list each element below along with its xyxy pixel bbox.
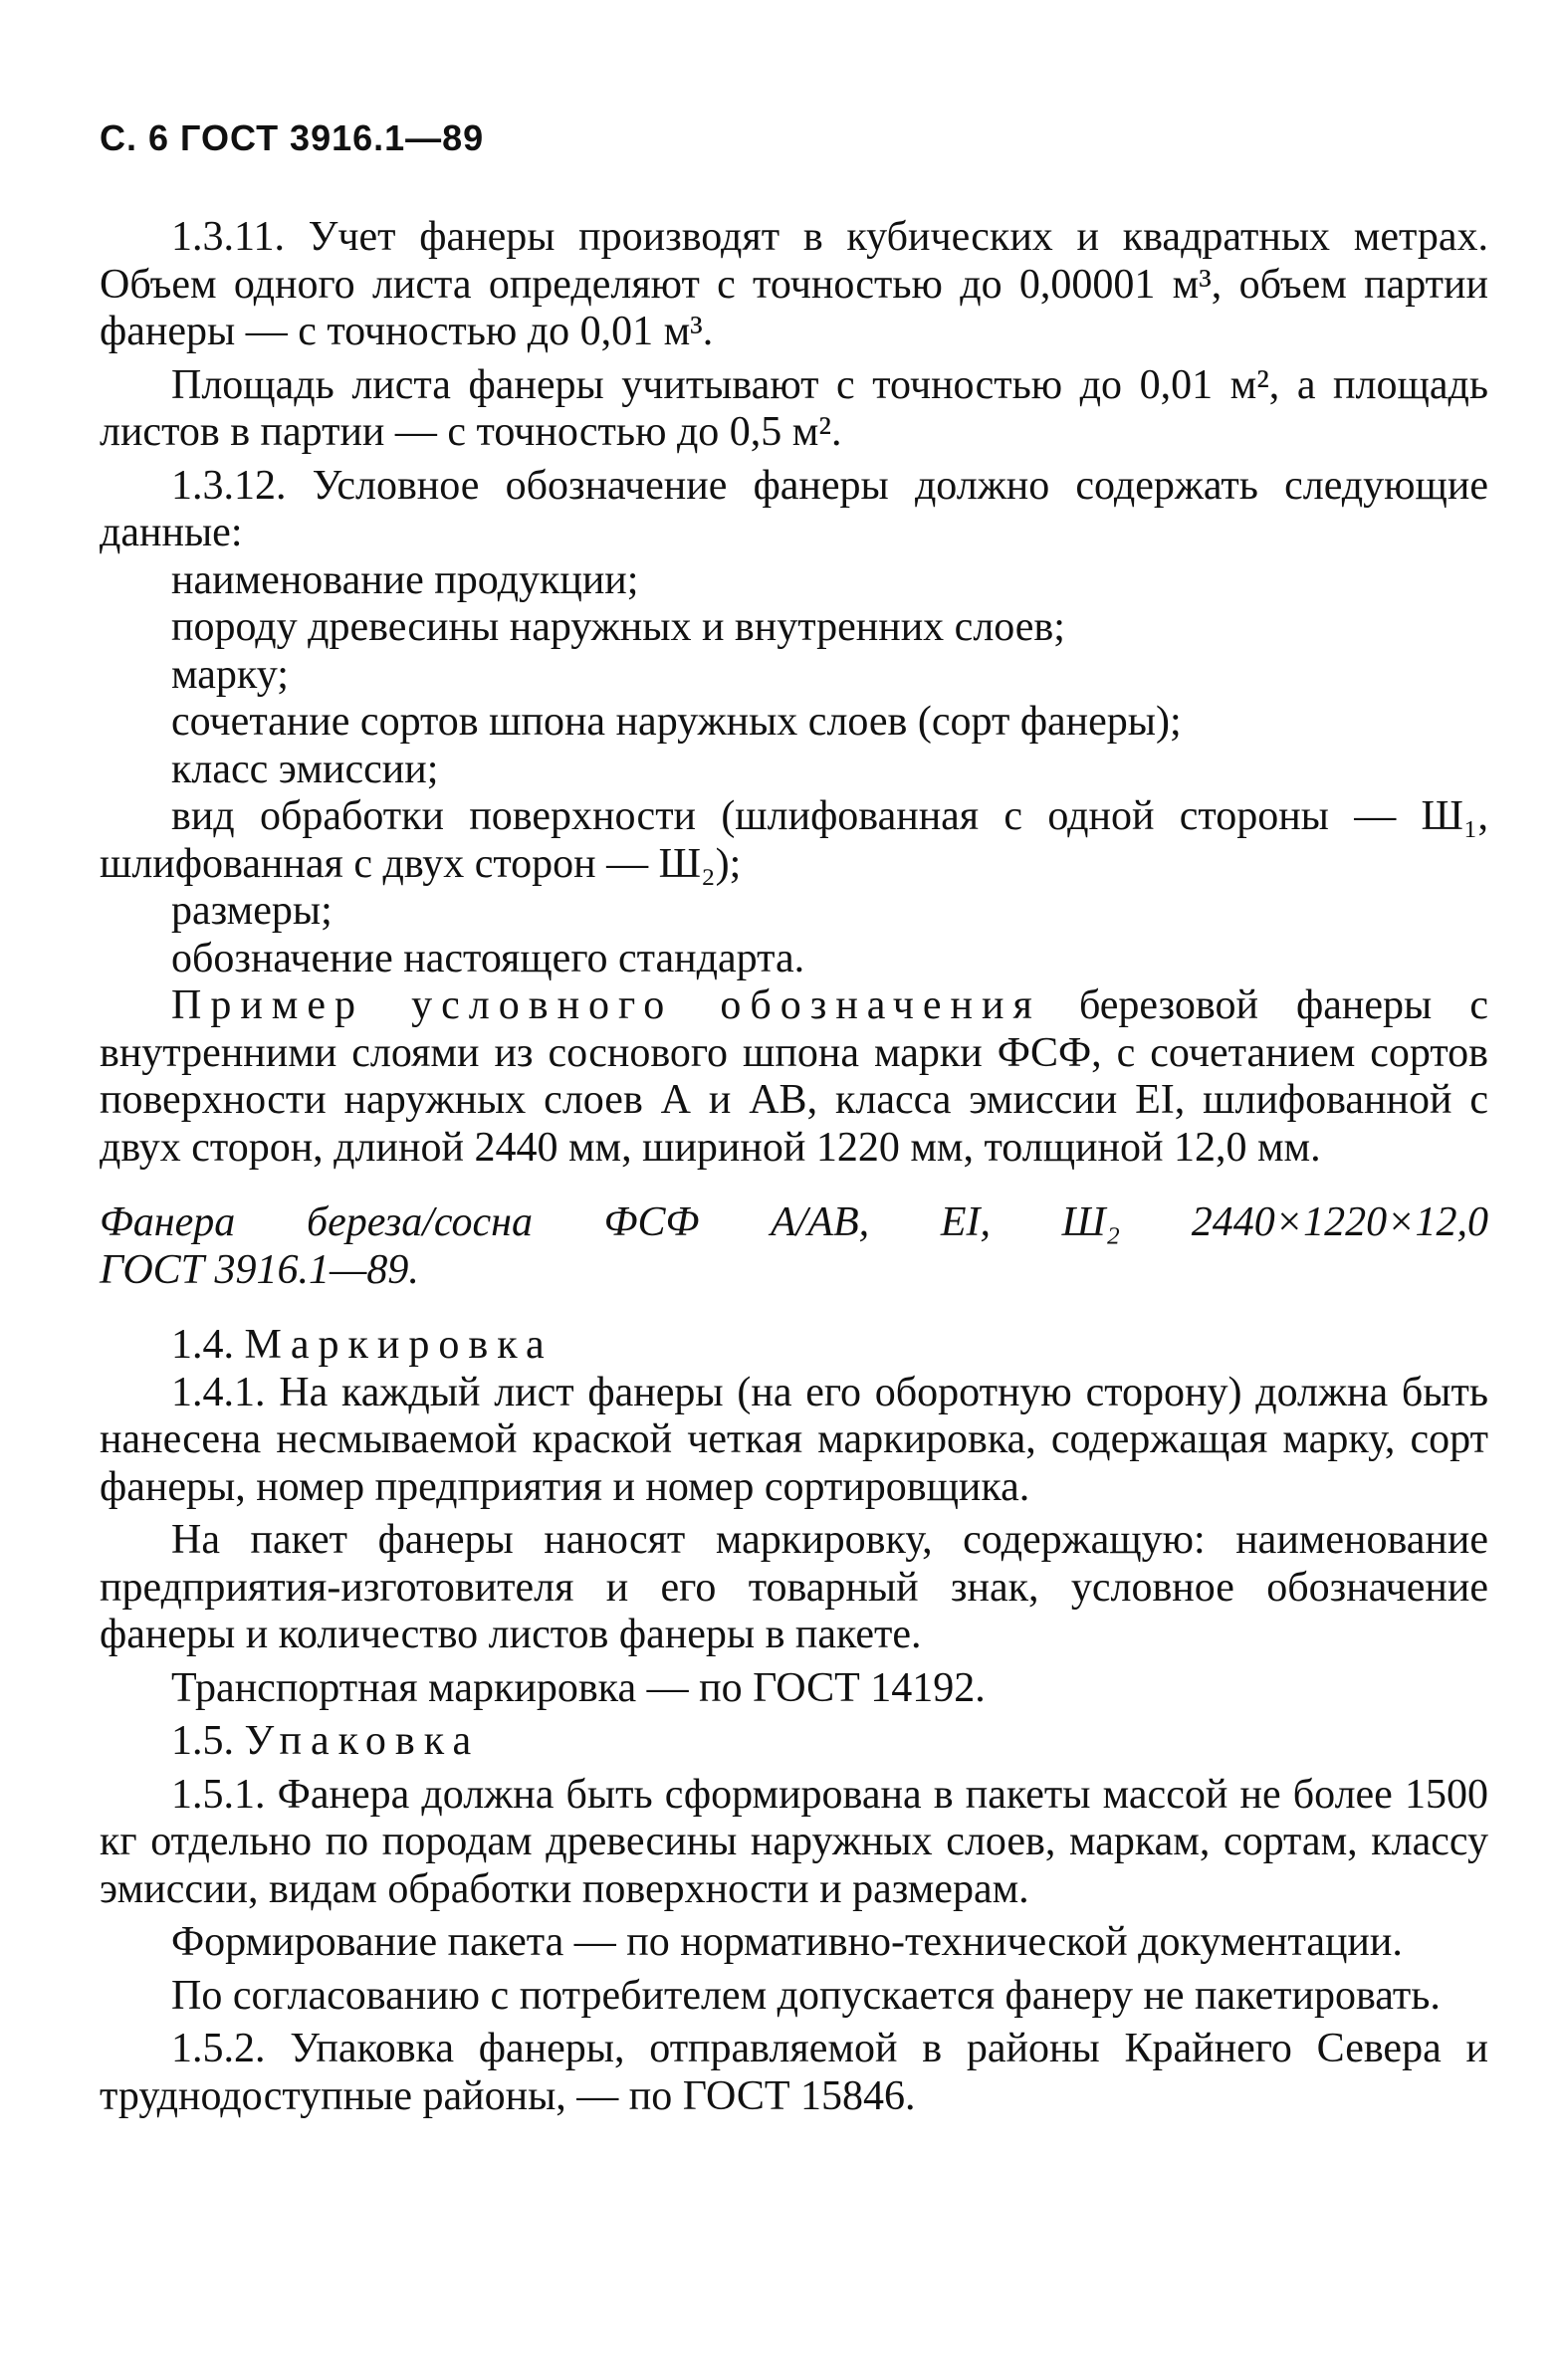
designation-example-para [100, 982, 1488, 1172]
clause-1-5-2-para: 1.5.2. Упаковка фанеры, отправляемой в районы Крайнего Севера и труднодоступные районы, — по ГОСТ 15846. [100, 2026, 1488, 2119]
document-body [100, 214, 1488, 2120]
example-label: Пример условного обозначения [171, 982, 1041, 1028]
clause-1-4-1-para: 1.4.1. На каждый лист фанеры (на его оборотную сторону) должна быть нанесена несмываемой краской четкая маркировка, содержащая марку, сорт фанеры, номер предприятия и номер сортировщика. [100, 1369, 1488, 1510]
list-item: вид обработки поверхности (шлифованная с одной стороны — Ш₁, шлифованная с двух сторон — Ш₂); [100, 793, 1488, 887]
clause-1-3-12-intro: 1.3.12. Условное обозначение фанеры должно содержать следующие данные: [100, 462, 1488, 555]
clause-1-3-11-para: 1.3.11. Учет фанеры производят в кубических и квадратных метрах. Объем одного листа определяют с точностью до 0,00001 м³, объем партии фанеры — с точностью до 0,01 м³. [100, 214, 1488, 354]
designation-example-line-2: ГОСТ 3916.1—89. [100, 1246, 419, 1293]
section-title: Упаковка [244, 1718, 481, 1764]
designation-example-line-1: Фанера береза/сосна ФСФ А/АВ, ЕI, Ш₂ 2440×1220×12,0 [100, 1199, 1488, 1245]
section-1-4-heading [100, 1322, 1488, 1370]
package-marking-para: На пакет фанеры наносят маркировку, содержащую: наименование предприятия-изготовителя и его товарный знак, условное обозначение фанеры и количество листов фанеры в пакете. [100, 1517, 1488, 1657]
list-item: марку; [171, 651, 289, 698]
designation-requirements-list [100, 557, 1488, 983]
list-item: сочетание сортов шпона наружных слоев (сорт фанеры); [171, 699, 1182, 745]
no-packaging-para: По согласованию с потребителем допускается фанеру не пакетировать. [171, 1972, 1441, 2019]
section-1-5-heading [100, 1718, 1488, 1766]
list-item: породу древесины наружных и внутренних слоев; [171, 604, 1065, 650]
list-item: класс эмиссии; [171, 746, 439, 792]
list-item: обозначение настоящего стандарта. [171, 935, 805, 981]
list-item: наименование продукции; [171, 556, 639, 603]
running-header: С. 6 ГОСТ 3916.1—89 [100, 117, 485, 158]
clause-1-5-1-para: 1.5.1. Фанера должна быть сформирована в пакеты массой не более 1500 кг отдельно по породам древесины наружных слоев, маркам, сортам, классу эмиссии, видам обработки поверхности и размерам. [100, 1771, 1488, 1912]
section-number: 1.5. [171, 1718, 245, 1764]
example-text: березовой фанеры с внутренними слоями из соснового шпона марки ФСФ, с сочетанием сортов поверхности наружных слоев А и АВ, класса эмиссии ЕI, шлифованной с двух сторон, длиной 2440 мм, шириной 1220 мм, толщиной 12,0 мм. [100, 982, 1488, 1171]
transport-marking-para: Транспортная маркировка — по ГОСТ 14192. [171, 1664, 986, 1711]
section-title: Маркировка [244, 1322, 554, 1368]
section-number: 1.4. [171, 1322, 245, 1368]
clause-1-3-11-area-para: Площадь листа фанеры учитывают с точностью до 0,01 м², а площадь листов в партии — с точностью до 0,5 м². [100, 361, 1488, 455]
package-forming-para: Формирование пакета — по нормативно-технической документации. [171, 1919, 1403, 1965]
list-item: размеры; [171, 888, 333, 934]
